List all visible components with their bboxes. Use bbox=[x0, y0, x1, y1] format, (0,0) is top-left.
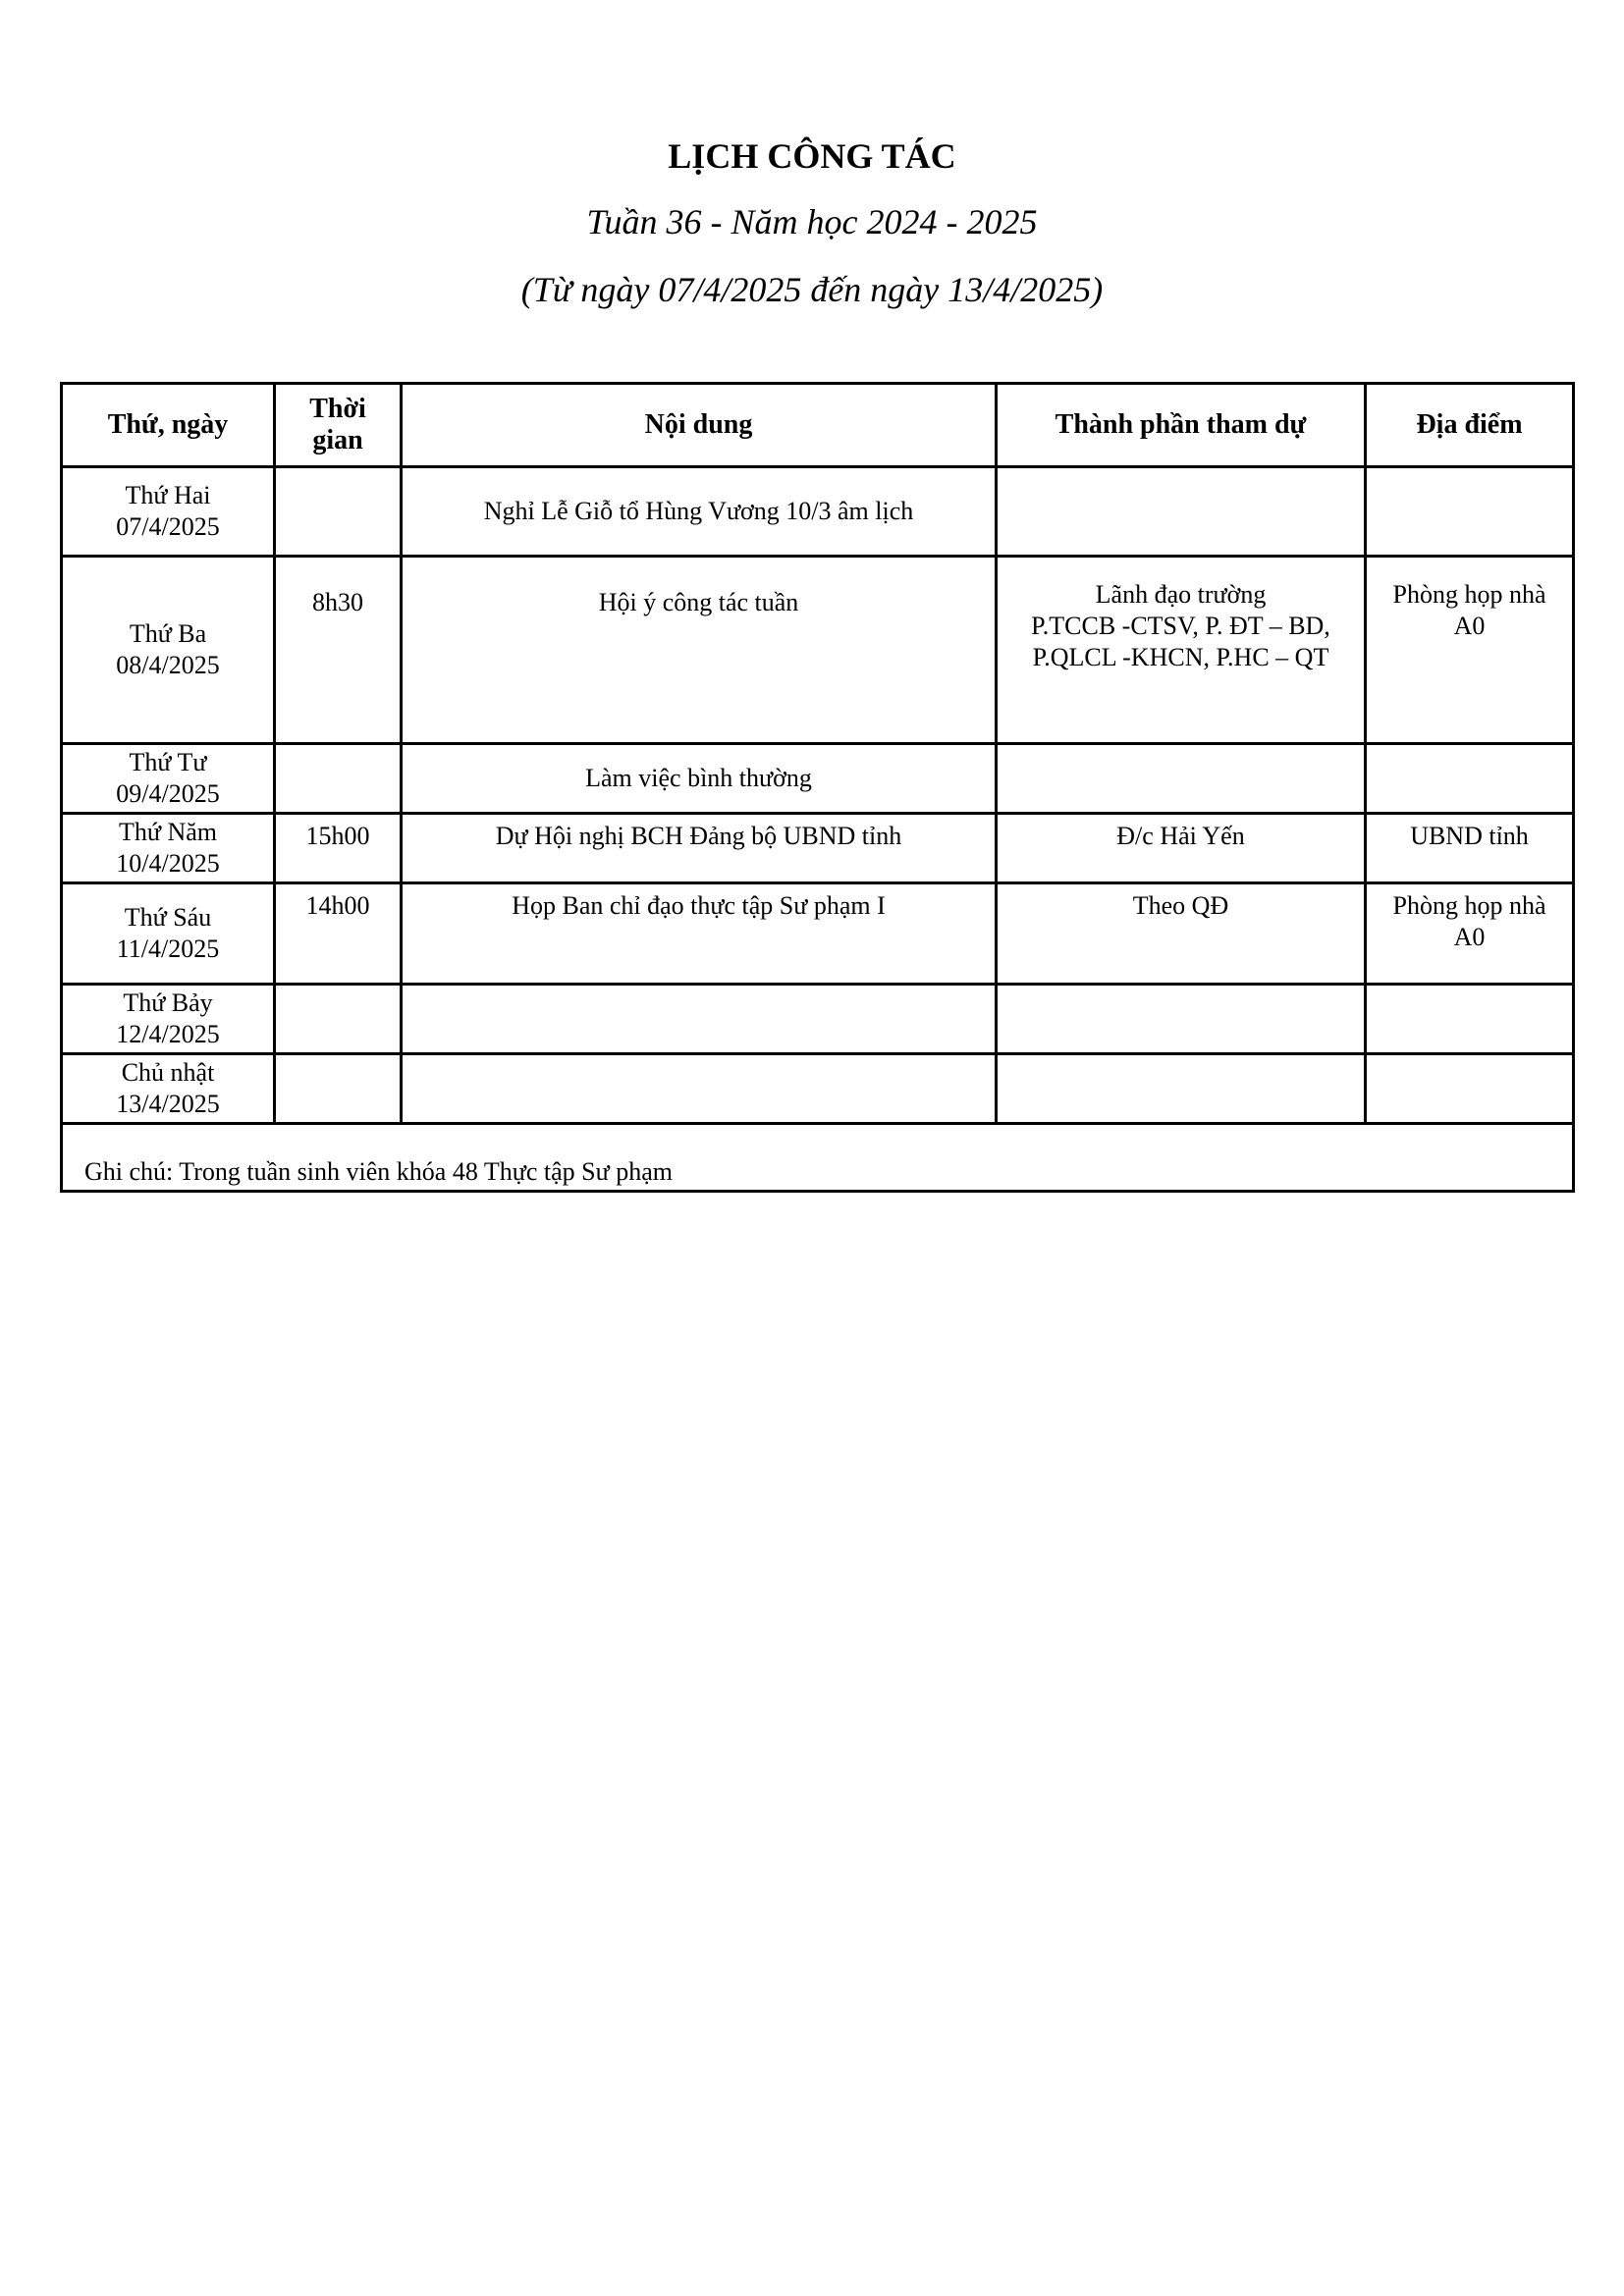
content-cell: Làm việc bình thường bbox=[402, 744, 997, 814]
weekday: Thứ Bảy bbox=[123, 988, 213, 1017]
table-row bbox=[62, 883, 1574, 985]
day-cell bbox=[62, 744, 275, 814]
weekday: Thứ Năm bbox=[118, 818, 217, 846]
day-cell bbox=[62, 883, 275, 985]
participants-cell bbox=[997, 467, 1366, 557]
column-header-content: Nội dung bbox=[402, 384, 997, 467]
participants-cell bbox=[997, 814, 1366, 883]
time-cell: 14h00 bbox=[275, 883, 402, 985]
schedule-table bbox=[60, 382, 1575, 1193]
location-line: UBND tỉnh bbox=[1410, 822, 1529, 850]
date: 12/4/2025 bbox=[116, 1020, 220, 1048]
note-cell: Ghi chú: Trong tuần sinh viên khóa 48 Thực tập Sư phạm bbox=[62, 1124, 1574, 1192]
location-line: A0 bbox=[1453, 612, 1486, 640]
time-cell bbox=[275, 1054, 402, 1124]
participants-cell bbox=[997, 985, 1366, 1054]
participants-cell bbox=[997, 1054, 1366, 1124]
participant-line: P.QLCL -KHCN, P.HC – QT bbox=[1032, 643, 1329, 671]
content-cell bbox=[402, 985, 997, 1054]
content-cell: Họp Ban chỉ đạo thực tập Sư phạm I bbox=[402, 883, 997, 985]
day-cell bbox=[62, 814, 275, 883]
table-row bbox=[62, 985, 1574, 1054]
time-cell: 8h30 bbox=[275, 557, 402, 744]
column-header-participants: Thành phần tham dự bbox=[997, 384, 1366, 467]
column-header-time: Thời gian bbox=[275, 384, 402, 467]
table-row bbox=[62, 814, 1574, 883]
participants-cell bbox=[997, 557, 1366, 744]
location-cell bbox=[1366, 744, 1574, 814]
participant-line: Đ/c Hải Yến bbox=[1116, 822, 1245, 850]
weekday: Thứ Hai bbox=[125, 481, 211, 509]
date: 09/4/2025 bbox=[116, 779, 220, 808]
table-header-row bbox=[62, 384, 1574, 467]
time-cell bbox=[275, 467, 402, 557]
weekday: Thứ Tư bbox=[129, 748, 207, 776]
content-cell bbox=[402, 1054, 997, 1124]
table-row bbox=[62, 744, 1574, 814]
participants-cell bbox=[997, 744, 1366, 814]
content-cell: Nghỉ Lễ Giỗ tổ Hùng Vương 10/3 âm lịch bbox=[402, 467, 997, 557]
weekday: Thứ Ba bbox=[129, 619, 207, 648]
location-cell bbox=[1366, 883, 1574, 985]
location-line: Phòng họp nhà bbox=[1392, 580, 1546, 609]
date: 10/4/2025 bbox=[116, 849, 220, 878]
content-cell: Dự Hội nghị BCH Đảng bộ UBND tỉnh bbox=[402, 814, 997, 883]
date: 07/4/2025 bbox=[116, 512, 220, 541]
date: 11/4/2025 bbox=[116, 934, 220, 963]
participants-cell bbox=[997, 883, 1366, 985]
weekday: Chủ nhật bbox=[121, 1058, 215, 1087]
note-row bbox=[62, 1124, 1574, 1192]
document-title: LỊCH CÔNG TÁC bbox=[668, 136, 956, 176]
table-row bbox=[62, 467, 1574, 557]
location-cell bbox=[1366, 467, 1574, 557]
day-cell bbox=[62, 557, 275, 744]
date-range: (Từ ngày 07/4/2025 đến ngày 13/4/2025) bbox=[520, 270, 1104, 309]
location-cell bbox=[1366, 985, 1574, 1054]
location-cell bbox=[1366, 557, 1574, 744]
day-cell bbox=[62, 1054, 275, 1124]
day-cell bbox=[62, 985, 275, 1054]
column-header-day: Thứ, ngày bbox=[62, 384, 275, 467]
table-row bbox=[62, 1054, 1574, 1124]
participant-line: Theo QĐ bbox=[1132, 891, 1229, 920]
location-cell bbox=[1366, 814, 1574, 883]
column-header-location: Địa điểm bbox=[1366, 384, 1574, 467]
location-line: Phòng họp nhà bbox=[1392, 891, 1546, 920]
participant-line: P.TCCB -CTSV, P. ĐT – BD, bbox=[1031, 612, 1330, 640]
weekday: Thứ Sáu bbox=[124, 903, 212, 932]
location-cell bbox=[1366, 1054, 1574, 1124]
time-cell: 15h00 bbox=[275, 814, 402, 883]
table-row bbox=[62, 557, 1574, 744]
participant-line: Lãnh đạo trường bbox=[1095, 580, 1267, 609]
time-cell bbox=[275, 744, 402, 814]
content-cell: Hội ý công tác tuần bbox=[402, 557, 997, 744]
location-line: A0 bbox=[1453, 923, 1486, 951]
day-cell bbox=[62, 467, 275, 557]
document-subtitle: Tuần 36 - Năm học 2024 - 2025 bbox=[586, 202, 1038, 241]
date: 13/4/2025 bbox=[116, 1090, 220, 1118]
time-cell bbox=[275, 985, 402, 1054]
date: 08/4/2025 bbox=[116, 651, 220, 679]
